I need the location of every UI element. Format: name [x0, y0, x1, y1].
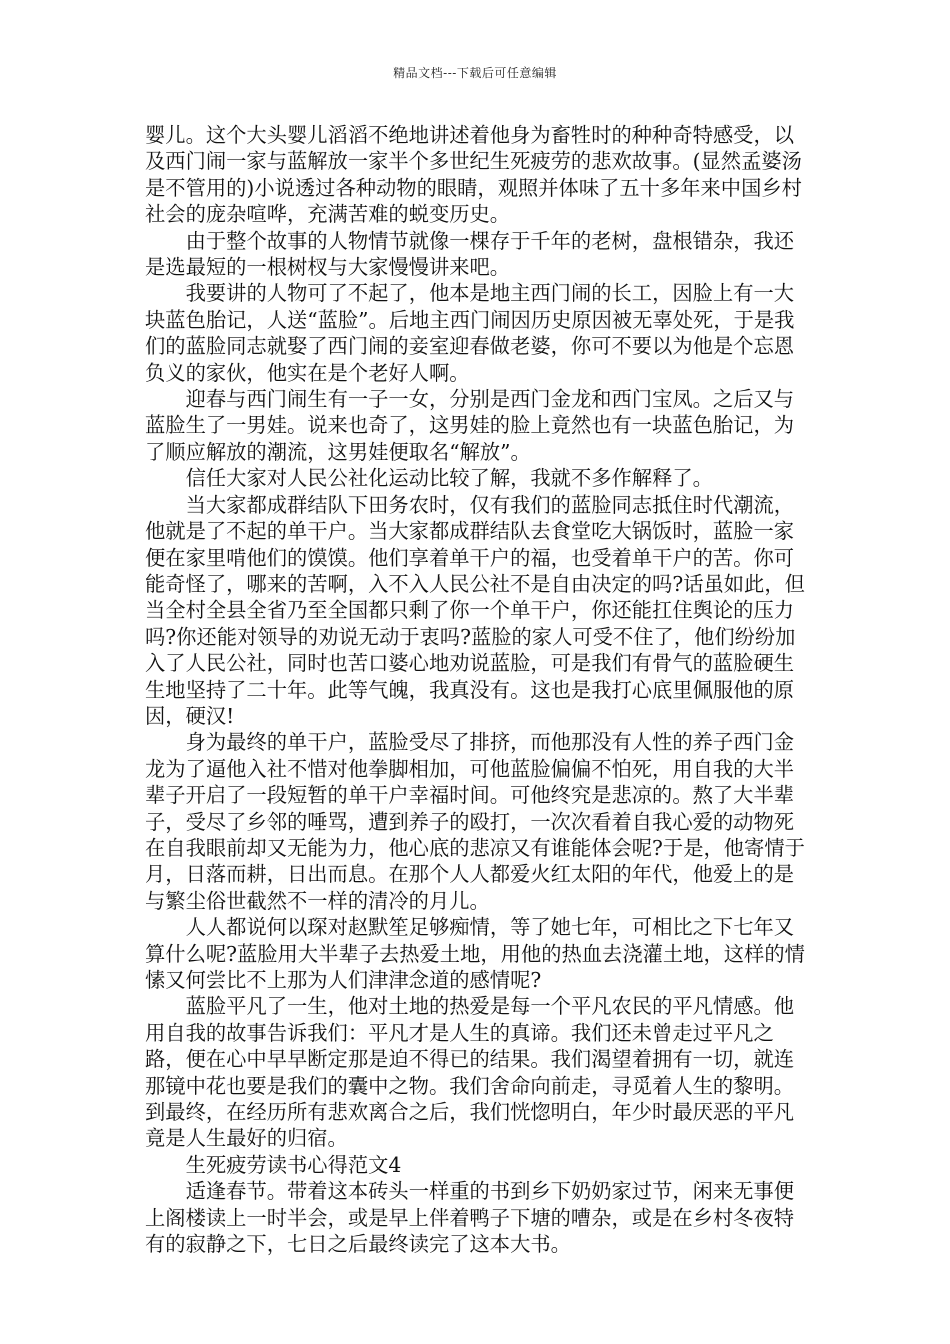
- paragraph: 适逢春节。带着这本砖头一样重的书到乡下奶奶家过节，闲来无事便上阁楼读上一时半会，或是早上伴着鸭子下塘的嘈杂，或是在乡村冬夜特有的寂静之下，七日之后最终读完了这本大书。: [145, 1179, 795, 1257]
- paragraph: 由于整个故事的人物情节就像一棵存于千年的老树，盘根错杂，我还是选最短的一根树杈与大家慢慢讲来吧。: [145, 228, 795, 280]
- paragraph: 身为最终的单干户，蓝脸受尽了排挤，而他那没有人性的养子西门金龙为了逼他入社不惜对他拳脚相加，可他蓝脸偏偏不怕死，用自我的大半辈子开启了一段短暂的单干户幸福时间。可他终究是悲凉的。熬了大半辈子，受尽了乡邻的唾骂，遭到养子的殴打，一次次看着自我心爱的动物死在自我眼前却又无能为力，他心底的悲凉又有谁能体会呢?于是，他寄情于月，日落而耕，日出而息。在那个人人都爱火红太阳的年代，他爱上的是与繁尘俗世截然不一样的清冷的月儿。: [145, 730, 805, 913]
- paragraph: 人人都说何以琛对赵默笙足够痴情，等了她七年，可相比之下七年又算什么呢?蓝脸用大半辈子去热爱土地，用他的热血去浇灌土地，这样的情愫又何尝比不上那为人们津津念道的感情呢?: [145, 915, 805, 992]
- paragraph: 婴儿。这个大头婴儿滔滔不绝地讲述着他身为畜牲时的种种奇特感受，以及西门闹一家与蓝解放一家半个多世纪生死疲劳的悲欢故事。(显然孟婆汤是不管用的)小说透过各种动物的眼睛，观照并体味了五十多年来中国乡村社会的庞杂喧哗，充满苦难的蜕变历史。: [145, 123, 802, 227]
- section-heading: 生死疲劳读书心得范文4: [185, 1152, 402, 1177]
- running-header: 精品文档---下载后可任意编辑: [393, 66, 557, 80]
- paragraph: 当大家都成群结队下田务农时，仅有我们的蓝脸同志抵住时代潮流，他就是了不起的单干户。当大家都成群结队去食堂吃大锅饭时，蓝脸一家便在家里啃他们的馍馍。他们享着单干户的福，也受着单干户的苦。你可能奇怪了，哪来的苦啊，入不入人民公社不是自由决定的吗?话虽如此，但当全村全县全省乃至全国都只剩了你一个单干户，你还能扛住舆论的压力吗?你还能对领导的劝说无动于衷吗?蓝脸的家人可受不住了，他们纷纷加入了人民公社，同时也苦口婆心地劝说蓝脸，可是我们有骨气的蓝脸硬生生地坚持了二十年。此等气魄，我真没有。这也是我打心底里佩服他的原因，硬汉!: [145, 492, 805, 728]
- paragraph: 信任大家对人民公社化运动比较了解，我就不多作解释了。: [185, 466, 713, 491]
- document-body: [145, 122, 807, 1257]
- paragraph: 我要讲的人物可了不起了，他本是地主西门闹的长工，因脸上有一大块蓝色胎记，人送“蓝脸”。后地主西门闹因历史原因被无辜处死，于是我们的蓝脸同志就娶了西门闹的妾室迎春做老婆，你可不要以为他是个忘恩负义的家伙，他实在是个老好人啊。: [145, 281, 795, 385]
- paragraph: 蓝脸平凡了一生，他对土地的热爱是每一个平凡农民的平凡情感。他用自我的故事告诉我们：平凡才是人生的真谛。我们还未曾走过平凡之路，便在心中早早断定那是迫不得已的结果。我们渴望着拥有一切，就连那镜中花也要是我们的囊中之物。我们舍命向前走，寻觅着人生的黎明。到最终，在经历所有悲欢离合之后，我们恍惚明白，年少时最厌恶的平凡竟是人生最好的归宿。: [145, 994, 795, 1151]
- paragraph: 迎春与西门闹生有一子一女，分别是西门金龙和西门宝凤。之后又与蓝脸生了一男娃。说来也奇了，这男娃的脸上竟然也有一块蓝色胎记，为了顺应解放的潮流，这男娃便取名“解放”。: [145, 387, 795, 464]
